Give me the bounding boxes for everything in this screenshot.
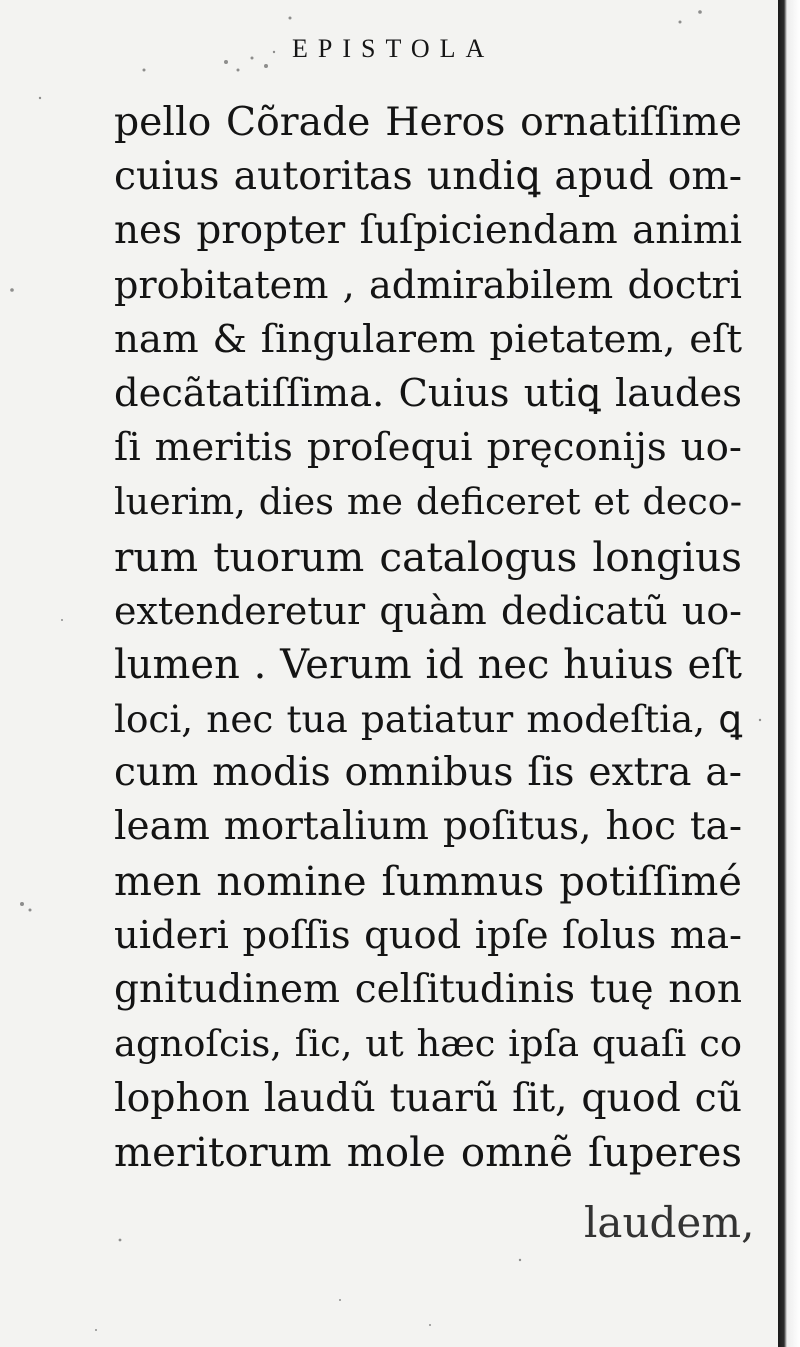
page-edge-shadow — [778, 0, 800, 1347]
catchword: laudem, — [584, 1198, 755, 1247]
text-line: agnoſcis, ſic, ut hæc ipſa quaſi co — [114, 1022, 742, 1066]
text-line: nam & ſingularem pietatem, eſt — [114, 316, 742, 362]
text-line: uideri poſſis quod ipſe ſolus ma- — [114, 912, 742, 958]
text-line: leam mortalium poſitus, hoc ta- — [114, 804, 742, 850]
text-line: men nomine ſummus potiſſimé — [114, 858, 742, 905]
text-line: meritorum mole omnẽ ſuperes — [114, 1129, 742, 1176]
body-text — [114, 96, 742, 1180]
text-line: luerim, dies me deficeret et deco- — [114, 480, 742, 524]
text-line: nes propter ſuſpiciendam animi — [114, 208, 742, 254]
text-line: loci, nec tua patiatur modeſtia, ꝗ — [114, 697, 742, 742]
text-line: cuius autoritas undiꝗ apud om- — [114, 154, 742, 200]
text-line: gnitudinem celſitudinis tuę non — [114, 967, 742, 1012]
text-line: decãtatiſſima. Cuius utiꝗ laudes — [114, 370, 742, 416]
text-line: pello Cõrade Heros ornatiſſime — [114, 100, 742, 145]
text-line: extenderetur quàm dedicatũ uo- — [114, 588, 742, 633]
text-line: ſi meritis proſequi pręconijs uo- — [114, 425, 742, 471]
text-line: probitatem , admirabilem doctri — [114, 263, 742, 308]
text-line: rum tuorum catalogus longius — [114, 532, 742, 581]
text-line: lophon laudũ tuarũ ſit, quod cũ — [114, 1075, 742, 1122]
text-line: lumen . Verum id nec huius eſt — [114, 641, 742, 688]
text-line: cum modis omnibus ſis extra a- — [114, 750, 742, 796]
running-head: EPISTOLA — [292, 34, 495, 63]
